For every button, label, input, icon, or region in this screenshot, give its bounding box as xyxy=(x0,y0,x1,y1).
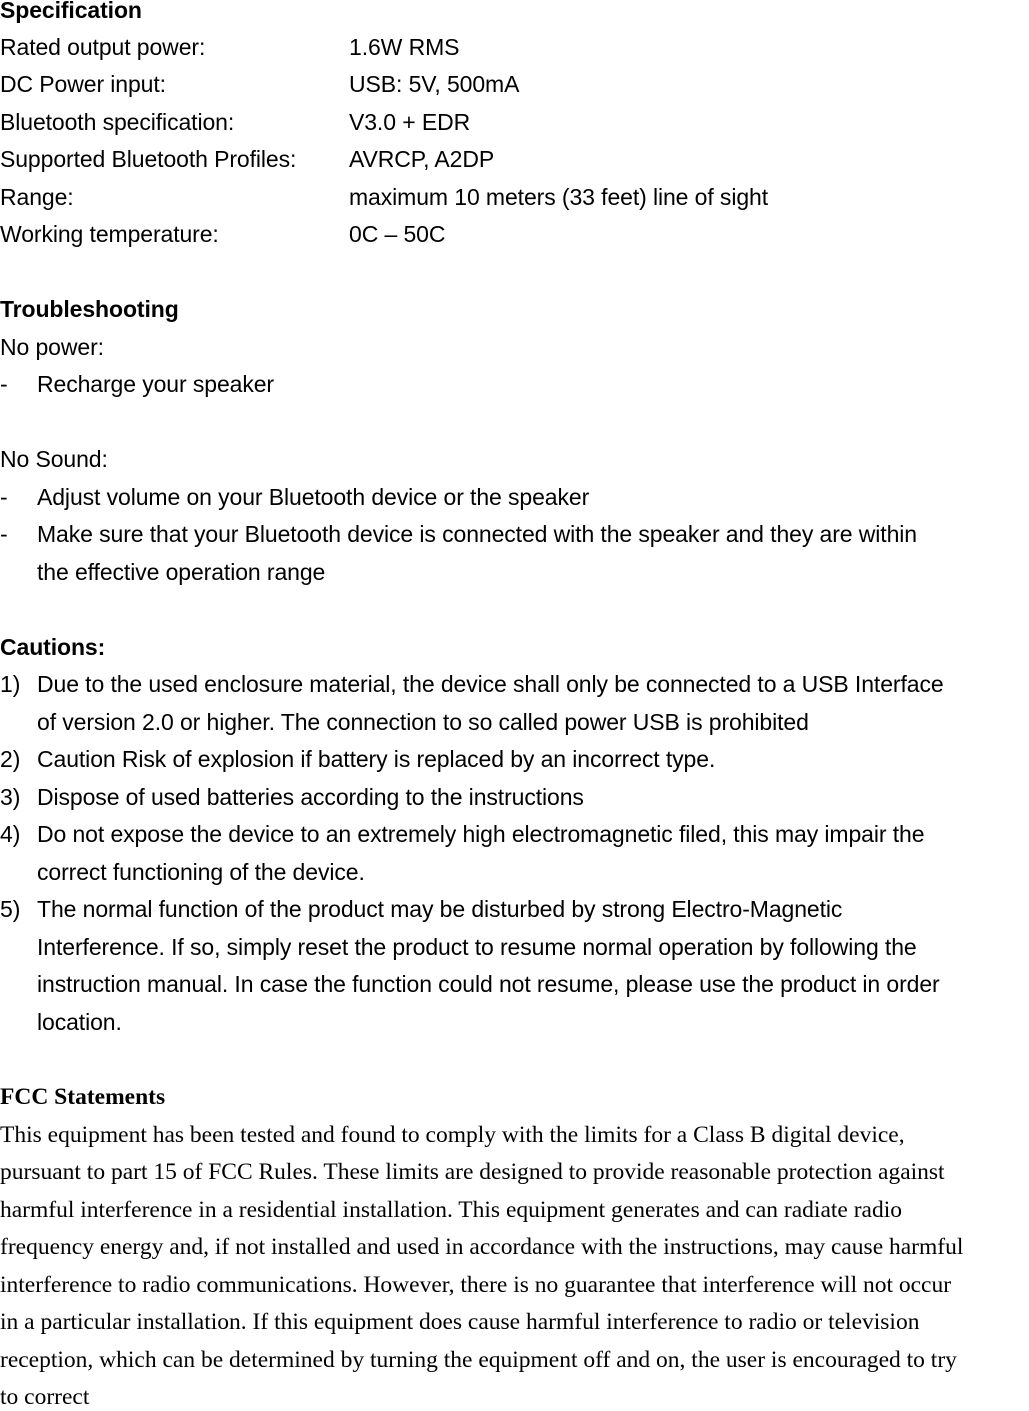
spec-value-dc-power: USB: 5V, 500mA xyxy=(349,71,520,97)
fcc-line-2: pursuant to part 15 of FCC Rules. These limits are designed to provide reasonable protection against xyxy=(0,1159,945,1185)
caution-5-line-4: location. xyxy=(37,1009,122,1035)
specification-heading: Specification xyxy=(0,0,142,23)
spec-label-profiles: Supported Bluetooth Profiles: xyxy=(0,146,297,172)
no-power-title: No power: xyxy=(0,334,104,360)
fcc-heading: FCC Statements xyxy=(0,1084,166,1110)
caution-5-line-3: instruction manual. In case the function could not resume, please use the product in order xyxy=(37,971,940,997)
caution-4-line-2: correct functioning of the device. xyxy=(37,859,365,885)
caution-3-line-1: Dispose of used batteries according to the instructions xyxy=(37,784,584,810)
caution-1-line-2: of version 2.0 or higher. The connection to so called power USB is prohibited xyxy=(37,709,809,735)
no-sound-item-2-cont: the effective operation range xyxy=(37,559,326,585)
no-power-bullet: - xyxy=(0,371,8,397)
caution-number-5: 5) xyxy=(0,896,21,922)
fcc-line-7: reception, which can be determined by turning the equipment off and on, the user is encouraged to try xyxy=(0,1347,957,1373)
caution-number-3: 3) xyxy=(0,784,21,810)
caution-4-line-1: Do not expose the device to an extremely high electromagnetic filed, this may impair the xyxy=(37,821,925,847)
caution-2-line-1: Caution Risk of explosion if battery is replaced by an incorrect type. xyxy=(37,746,716,772)
caution-5-line-2: Interference. If so, simply reset the product to resume normal operation by following the xyxy=(37,934,917,960)
fcc-line-6: in a particular installation. If this equipment does cause harmful interference to radio or television xyxy=(0,1309,920,1335)
spec-value-temperature: 0C – 50C xyxy=(349,221,446,247)
fcc-line-8: to correct xyxy=(0,1384,90,1410)
caution-number-4: 4) xyxy=(0,821,21,847)
no-sound-bullet-2: - xyxy=(0,521,8,547)
no-sound-item-2: Make sure that your Bluetooth device is connected with the speaker and they are within xyxy=(37,521,917,547)
spec-value-bluetooth: V3.0 + EDR xyxy=(349,109,471,135)
caution-number-1: 1) xyxy=(0,671,21,697)
caution-5-line-1: The normal function of the product may be disturbed by strong Electro-Magnetic xyxy=(37,896,843,922)
spec-label-bluetooth: Bluetooth specification: xyxy=(0,109,235,135)
no-power-item: Recharge your speaker xyxy=(37,371,274,397)
spec-value-rated-output: 1.6W RMS xyxy=(349,34,460,60)
spec-value-range: maximum 10 meters (33 feet) line of sight xyxy=(349,184,769,210)
spec-label-rated-output: Rated output power: xyxy=(0,34,206,60)
fcc-line-1: This equipment has been tested and found to comply with the limits for a Class B digital device, xyxy=(0,1122,905,1148)
cautions-heading: Cautions: xyxy=(0,634,106,660)
fcc-line-3: harmful interference in a residential installation. This equipment generates and can radiate radio xyxy=(0,1197,902,1223)
caution-number-2: 2) xyxy=(0,746,21,772)
fcc-line-4: frequency energy and, if not installed and used in accordance with the instructions, may cause harmful xyxy=(0,1234,964,1260)
no-sound-title: No Sound: xyxy=(0,446,108,472)
no-sound-bullet-1: - xyxy=(0,484,8,510)
troubleshooting-heading: Troubleshooting xyxy=(0,296,179,322)
no-sound-item-1: Adjust volume on your Bluetooth device or the speaker xyxy=(37,484,590,510)
fcc-line-5: interference to radio communications. However, there is no guarantee that interference will not occur xyxy=(0,1272,952,1298)
spec-value-profiles: AVRCP, A2DP xyxy=(349,146,495,172)
spec-label-dc-power: DC Power input: xyxy=(0,71,166,97)
spec-label-range: Range: xyxy=(0,184,74,210)
caution-1-line-1: Due to the used enclosure material, the device shall only be connected to a USB Interface xyxy=(37,671,944,697)
spec-label-temperature: Working temperature: xyxy=(0,221,219,247)
